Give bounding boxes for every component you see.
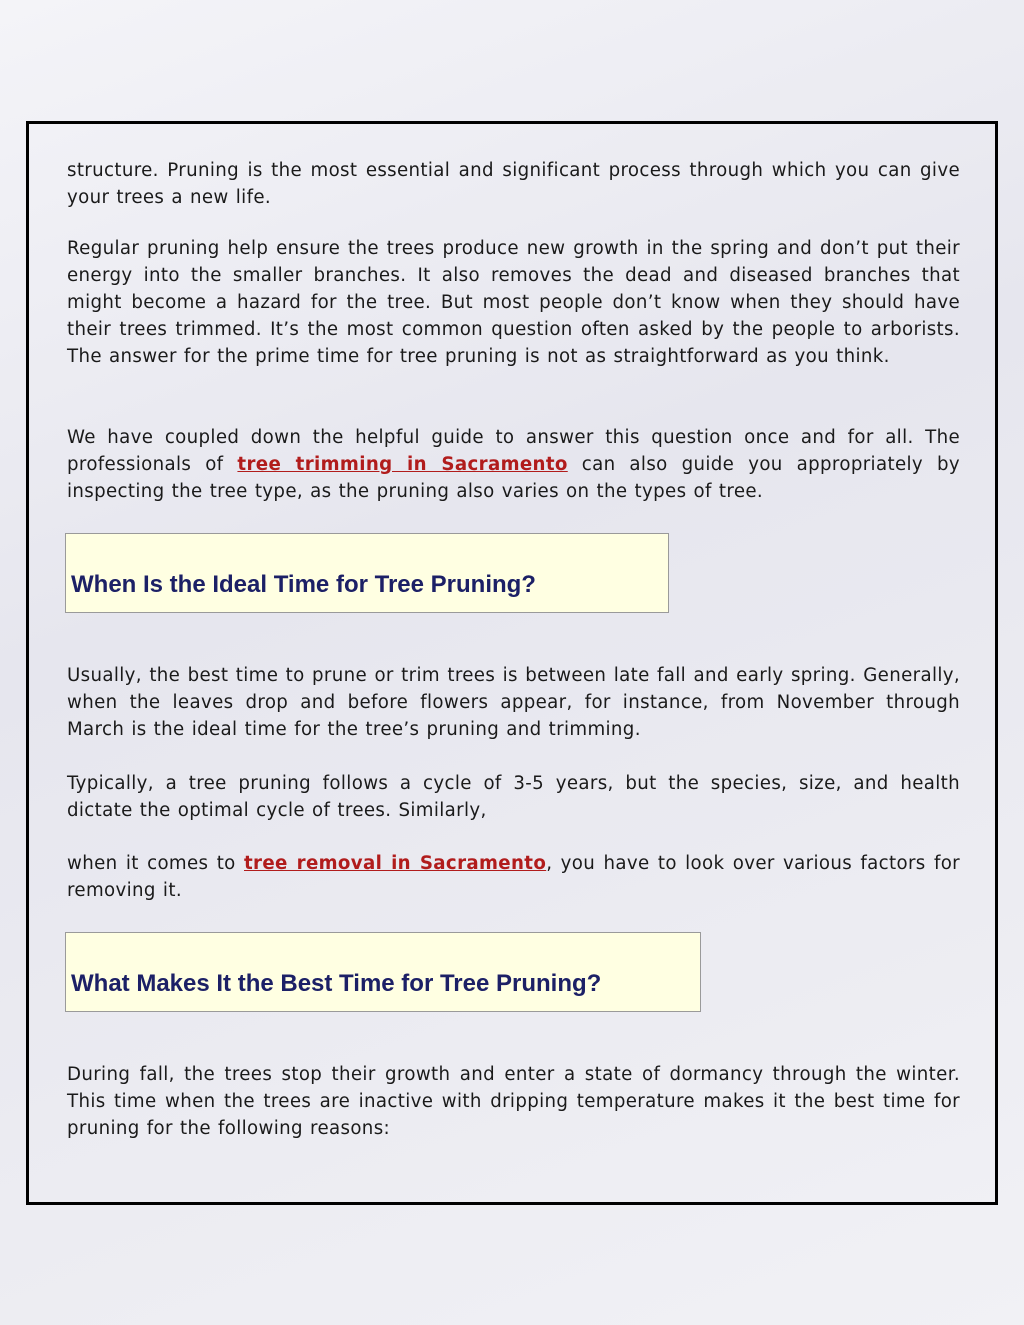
content-frame [26, 121, 998, 1205]
heading-best-time: What Makes It the Best Time for Tree Pruning? [71, 970, 602, 997]
paragraph-guide [67, 424, 960, 505]
tree-trimming-link[interactable]: tree trimming in Sacramento [237, 454, 568, 475]
tree-removal-link[interactable]: tree removal in Sacramento [244, 853, 547, 874]
paragraph-tree-removal [67, 850, 960, 904]
paragraph-pruning-cycle: Typically, a tree pruning follows a cycle of 3-5 years, but the species, size, and health dictate the optimal cycle of trees. Similarly, [67, 773, 960, 821]
paragraph-dormancy: During fall, the trees stop their growth and enter a state of dormancy through the winter. This time when the trees are inactive with dripping temperature makes it the best time for pruning for the following reasons: [67, 1064, 960, 1139]
paragraph-guide-text-start: We have coupled down the helpful guide to answer this question once and for all. The professionals of [67, 427, 960, 475]
paragraph-removal-text-end: , you have to look over various factors for removing it. [67, 853, 960, 901]
heading-box-best-time [65, 932, 701, 1012]
paragraph-guide-text-end: can also guide you appropriately by inspecting the tree type, as the pruning also varies on the types of tree. [67, 454, 960, 502]
paragraph-removal-text-start: when it comes to [67, 853, 244, 874]
paragraph-best-time: Usually, the best time to prune or trim trees is between late fall and early spring. Generally, when the leaves drop and before flowers appear, for instance, from November through March is the ideal time for the tree’s pruning and trimming. [67, 665, 960, 740]
paragraph-regular-pruning: Regular pruning help ensure the trees produce new growth in the spring and don’t put their energy into the smaller branches. It also removes the dead and diseased branches that might become a hazard for the tree. But most people don’t know when they should have their trees trimmed. It’s the most common question often asked by the people to arborists. The answer for the prime time for tree pruning is not as straightforward as you think. [67, 238, 960, 367]
paragraph-intro-continuation: structure. Pruning is the most essential and significant process through which you can give your trees a new life. [67, 160, 960, 208]
heading-box-ideal-time [65, 533, 669, 613]
heading-ideal-time: When Is the Ideal Time for Tree Pruning? [71, 571, 536, 598]
